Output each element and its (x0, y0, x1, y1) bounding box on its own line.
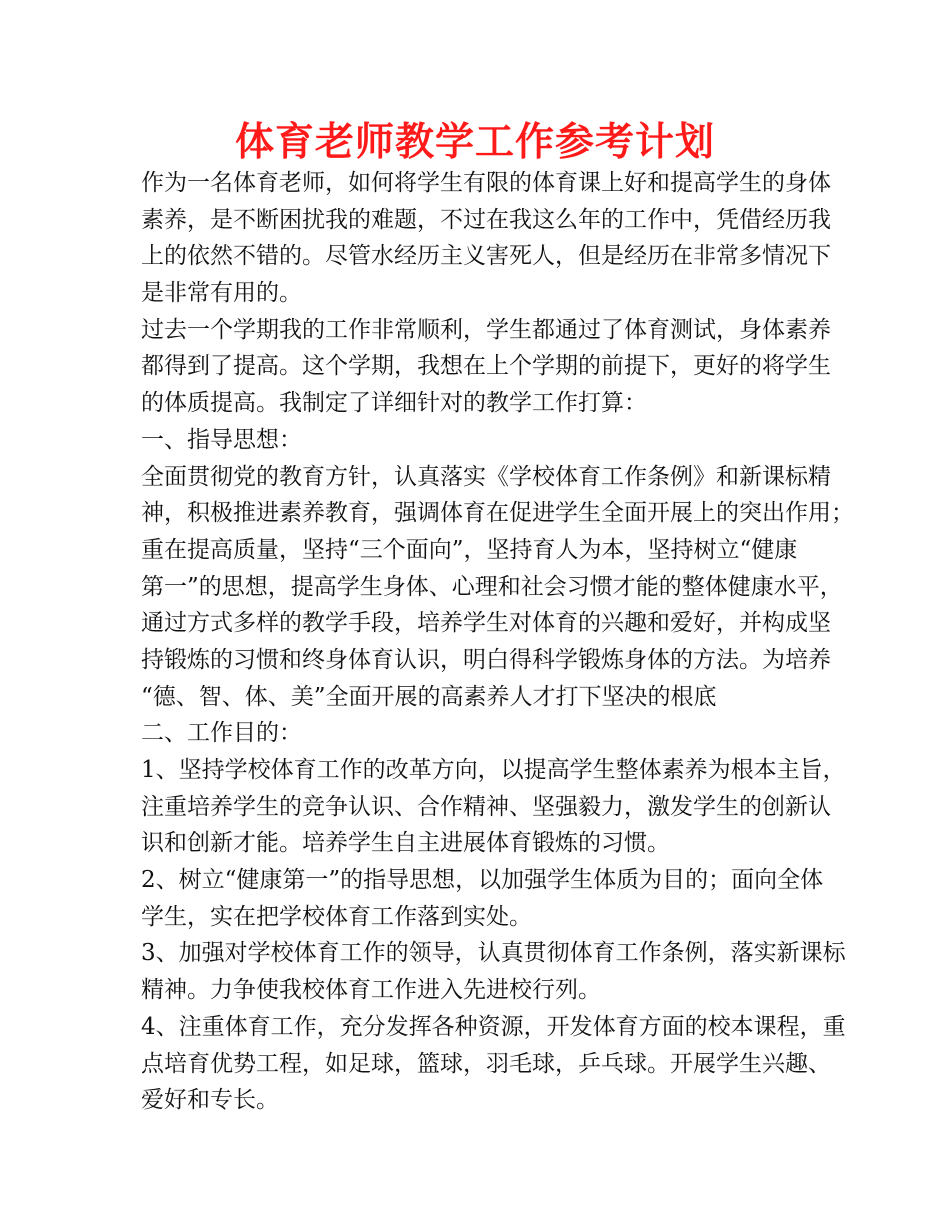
text-line: 识和创新才能。培养学生自主进展体育锻炼的习惯。 (141, 830, 670, 857)
text-line: “德、智、体、美”全面开展的高素养人才打下坚决的根底 (141, 683, 717, 710)
text-line: 第一”的思想，提高学生身体、心理和社会习惯才能的整体健康水平， (141, 573, 843, 600)
text-line: 作为一名体育老师，如何将学生有限的体育课上好和提高学生的身体 (141, 170, 831, 196)
text-line: 通过方式多样的教学手段，培养学生对体育的兴趣和爱好，并构成坚 (141, 610, 831, 637)
text-line: 都得到了提高。这个学期，我想在上个学期的前提下，更好的将学生 (141, 353, 831, 380)
text-line: 神，积极推进素养教育，强调体育在促进学生全面开展上的突出作用； (141, 500, 854, 527)
text-line: 过去一个学期我的工作非常顺利，学生都通过了体育测试，身体素养 (141, 316, 831, 343)
text-line: 3、加强对学校体育工作的领导，认真贯彻体育工作条例，落实新课标 (141, 940, 846, 967)
section-heading: 一、指导思想： (141, 426, 302, 453)
text-line: 1、坚持学校体育工作的改革方向，以提高学生整体素养为根本主旨， (141, 757, 846, 783)
section-heading: 二、工作目的： (141, 720, 302, 747)
text-line: 点培育优势工程，如足球，篮球，羽毛球，乒乓球。开展学生兴趣、 (141, 1050, 831, 1077)
text-line: 全面贯彻党的教育方针，认真落实《学校体育工作条例》和新课标精 (141, 463, 831, 490)
document-title: 体育老师教学工作参考计划 (234, 120, 715, 165)
text-line: 爱好和专长。 (141, 1087, 279, 1114)
text-line: 持锻炼的习惯和终身体育认识，明白得科学锻炼身体的方法。为培养 (141, 646, 831, 673)
text-line: 注重培养学生的竞争认识、合作精神、坚强毅力，激发学生的创新认 (141, 793, 831, 820)
text-line: 重在提高质量，坚持“三个面向”，坚持育人为本，坚持树立“健康 (141, 536, 798, 563)
text-line: 素养，是不断困扰我的难题，不过在我这么年的工作中，凭借经历我 (141, 206, 831, 233)
text-line: 上的依然不错的。尽管水经历主义害死人，但是经历在非常多情况下 (141, 243, 831, 270)
text-line: 学生，实在把学校体育工作落到实处。 (141, 903, 532, 930)
text-line: 是非常有用的。 (141, 280, 302, 307)
text-line: 4、注重体育工作，充分发挥各种资源，开发体育方面的校本课程，重 (141, 1013, 846, 1040)
document-body (141, 165, 854, 1119)
text-line: 的体质提高。我制定了详细针对的教学工作打算： (141, 390, 647, 417)
text-line: 精神。力争使我校体育工作进入先进校行列。 (141, 977, 601, 1004)
text-line: 2、树立“健康第一”的指导思想，以加强学生体质为目的；面向全体 (141, 867, 824, 894)
